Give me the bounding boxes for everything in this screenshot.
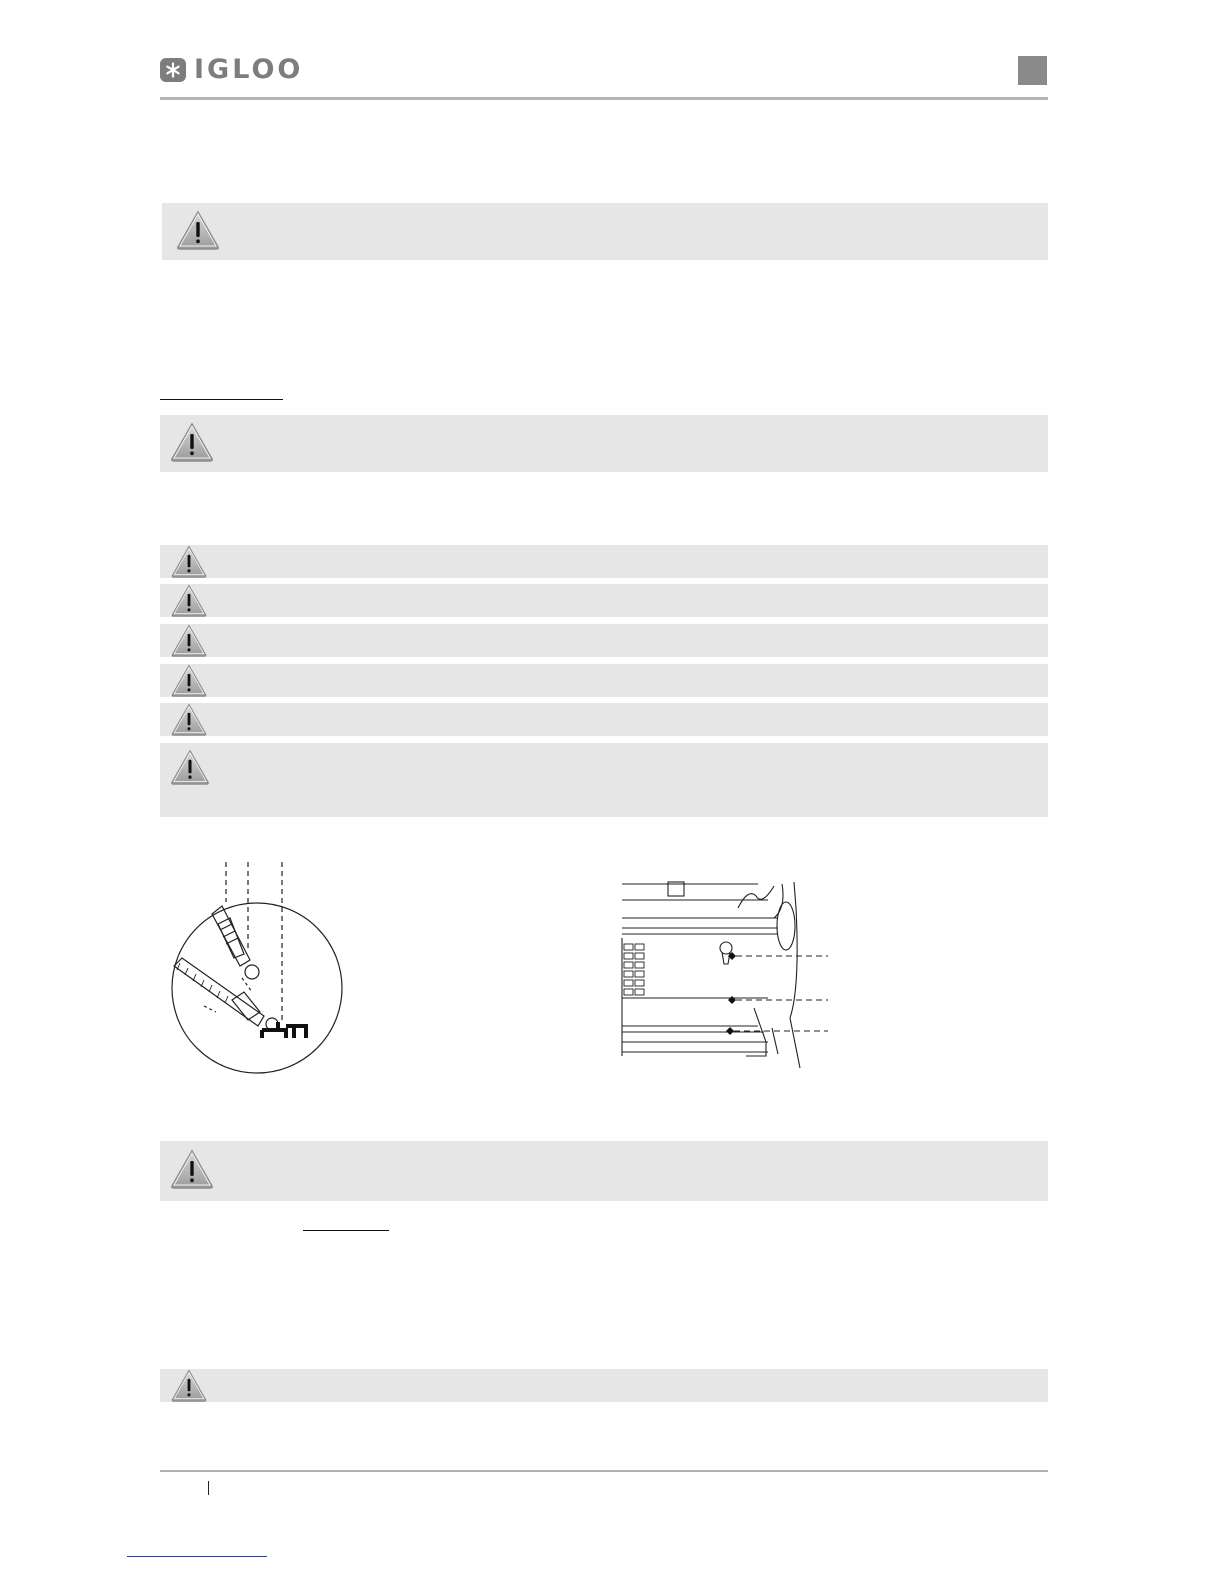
- snowflake-icon: [160, 58, 186, 82]
- brand-name: IGLOO: [194, 54, 304, 85]
- warning-box: [160, 624, 1048, 657]
- hinge-detail-illustration: [160, 862, 350, 1077]
- warning-triangle-icon: [170, 422, 214, 462]
- warning-triangle-icon: [170, 1149, 214, 1189]
- warning-box: [160, 1141, 1048, 1201]
- footer-divider: [160, 1470, 1048, 1472]
- warning-triangle-icon: [170, 584, 208, 617]
- brand-logo: [160, 54, 304, 85]
- page-number-separator: [208, 1481, 209, 1495]
- warning-box: [160, 415, 1048, 472]
- warning-triangle-icon: [170, 664, 208, 697]
- warning-triangle-icon: [170, 624, 208, 657]
- header-divider: [160, 97, 1048, 100]
- warning-triangle-icon: [176, 210, 220, 250]
- warning-triangle-icon: [170, 1369, 208, 1402]
- warning-box: [162, 203, 1048, 260]
- section-heading-underline: [160, 399, 283, 400]
- warning-triangle-icon: [170, 545, 208, 578]
- warning-box: [160, 1369, 1048, 1402]
- warning-box: [160, 664, 1048, 697]
- warning-box: [160, 743, 1048, 817]
- warning-box: [160, 545, 1048, 578]
- footer-link-underline[interactable]: [127, 1556, 267, 1557]
- warning-box: [160, 584, 1048, 617]
- warning-triangle-icon: [170, 703, 208, 736]
- chapter-marker: [1018, 56, 1047, 85]
- appliance-interior-illustration: [618, 878, 830, 1070]
- inline-underline: [303, 1230, 389, 1231]
- warning-triangle-icon: [170, 749, 210, 785]
- warning-box: [160, 703, 1048, 736]
